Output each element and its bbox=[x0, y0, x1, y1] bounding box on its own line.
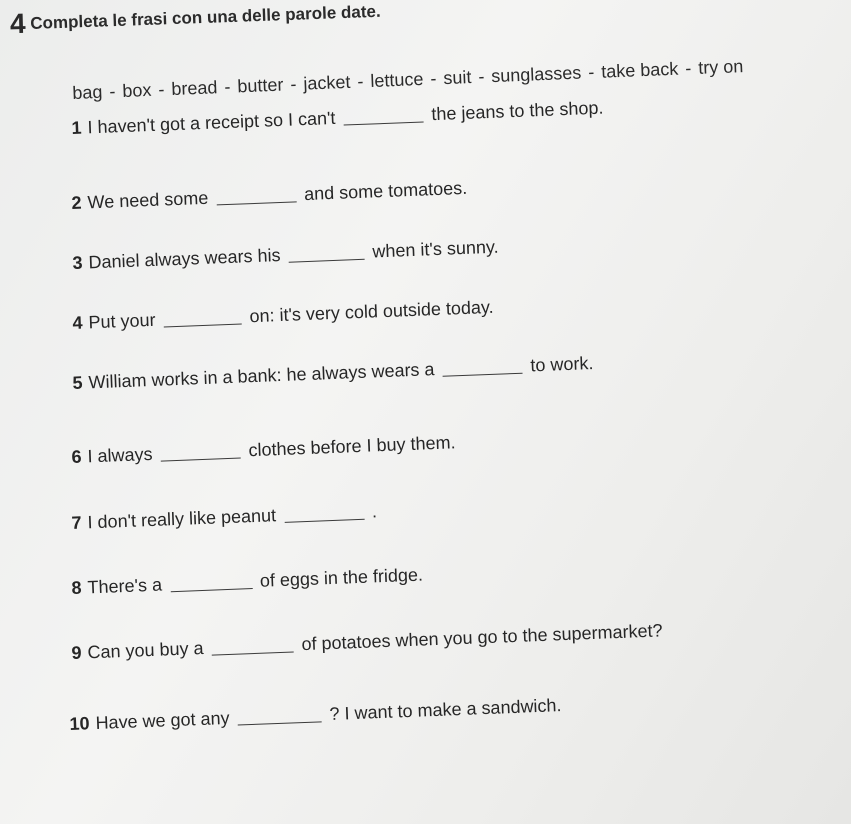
word-bank-separator: - bbox=[289, 74, 297, 95]
sentence-number: 5 bbox=[72, 372, 83, 394]
sentence-text-after: of potatoes when you go to the supermarket? bbox=[301, 620, 663, 655]
sentence-number: 8 bbox=[71, 577, 82, 599]
word-bank-item: suit bbox=[442, 66, 472, 89]
word-bank-item: bread bbox=[170, 77, 218, 100]
answer-blank[interactable] bbox=[161, 457, 241, 462]
word-bank-separator: - bbox=[684, 58, 692, 79]
sentence-6 bbox=[71, 432, 456, 468]
sentence-text-after: the jeans to the shop. bbox=[430, 97, 604, 125]
sentence-text-before: I don't really like peanut bbox=[87, 505, 277, 533]
answer-blank[interactable] bbox=[212, 650, 294, 655]
sentence-5 bbox=[72, 353, 594, 394]
sentence-text-before: William works in a bank: he always wears a bbox=[88, 359, 435, 393]
sentence-9 bbox=[71, 620, 663, 664]
answer-blank[interactable] bbox=[443, 372, 523, 377]
word-bank-separator: - bbox=[158, 79, 165, 100]
word-bank-item: take back bbox=[600, 58, 679, 82]
sentence-number: 7 bbox=[71, 512, 82, 534]
word-bank-separator: - bbox=[109, 81, 116, 102]
sentence-text-after: . bbox=[371, 501, 378, 522]
sentence-number: 9 bbox=[71, 642, 82, 664]
answer-blank[interactable] bbox=[170, 587, 252, 592]
word-bank-item: bag bbox=[72, 81, 103, 103]
sentence-text-before: Can you buy a bbox=[87, 637, 204, 663]
word-bank-item: sunglasses bbox=[490, 62, 582, 87]
exercise-instruction: Completa le frasi con una delle parole date. bbox=[30, 1, 381, 33]
word-bank-separator: - bbox=[477, 66, 485, 87]
sentence-3 bbox=[72, 237, 499, 274]
word-bank-item: try on bbox=[697, 56, 744, 78]
sentence-text-after: of eggs in the fridge. bbox=[259, 564, 424, 591]
answer-blank[interactable] bbox=[289, 258, 365, 263]
sentence-text-after: clothes before I buy them. bbox=[248, 432, 456, 461]
sentence-text-after: to work. bbox=[529, 353, 594, 376]
sentence-text-after: and some tomatoes. bbox=[303, 177, 468, 205]
sentence-text-after: ? I want to make a sandwich. bbox=[329, 695, 562, 725]
sentence-8 bbox=[71, 565, 423, 599]
sentence-2 bbox=[71, 178, 467, 214]
exercise-number: 4 bbox=[9, 7, 26, 40]
sentence-number: 1 bbox=[71, 117, 82, 139]
sentence-10 bbox=[69, 695, 562, 735]
sentence-text-before: I always bbox=[87, 443, 153, 467]
sentence-number: 10 bbox=[69, 713, 90, 735]
answer-blank[interactable] bbox=[164, 323, 242, 328]
word-bank-separator: - bbox=[429, 68, 437, 89]
sentence-text-before: Daniel always wears his bbox=[88, 245, 281, 273]
sentence-text-before: Put your bbox=[88, 309, 156, 333]
sentence-text-after: on: it's very cold outside today. bbox=[249, 296, 494, 327]
sentence-text-before: I haven't got a receipt so I can't bbox=[87, 107, 336, 138]
sentence-text-before: There's a bbox=[87, 574, 163, 598]
word-bank-separator: - bbox=[587, 62, 595, 83]
sentence-4 bbox=[72, 297, 494, 334]
answer-blank[interactable] bbox=[344, 120, 424, 125]
answer-blank[interactable] bbox=[216, 200, 296, 205]
answer-blank[interactable] bbox=[284, 518, 364, 523]
sentence-number: 2 bbox=[71, 192, 82, 214]
sentence-text-after: when it's sunny. bbox=[372, 236, 499, 262]
sentence-number: 4 bbox=[72, 312, 83, 334]
word-bank-item: jacket bbox=[302, 71, 351, 94]
sentence-number: 6 bbox=[71, 446, 82, 468]
sentence-text-before: We need some bbox=[87, 187, 209, 213]
sentence-number: 3 bbox=[72, 252, 83, 274]
sentence-1 bbox=[71, 98, 604, 139]
word-bank-separator: - bbox=[356, 71, 364, 92]
answer-blank[interactable] bbox=[238, 720, 322, 725]
word-bank bbox=[72, 56, 744, 104]
sentence-7 bbox=[71, 501, 377, 534]
word-bank-item: box bbox=[122, 79, 152, 101]
word-bank-item: butter bbox=[236, 74, 284, 97]
word-bank-item: lettuce bbox=[369, 68, 424, 92]
sentence-text-before: Have we got any bbox=[95, 707, 230, 734]
word-bank-separator: - bbox=[224, 76, 231, 97]
